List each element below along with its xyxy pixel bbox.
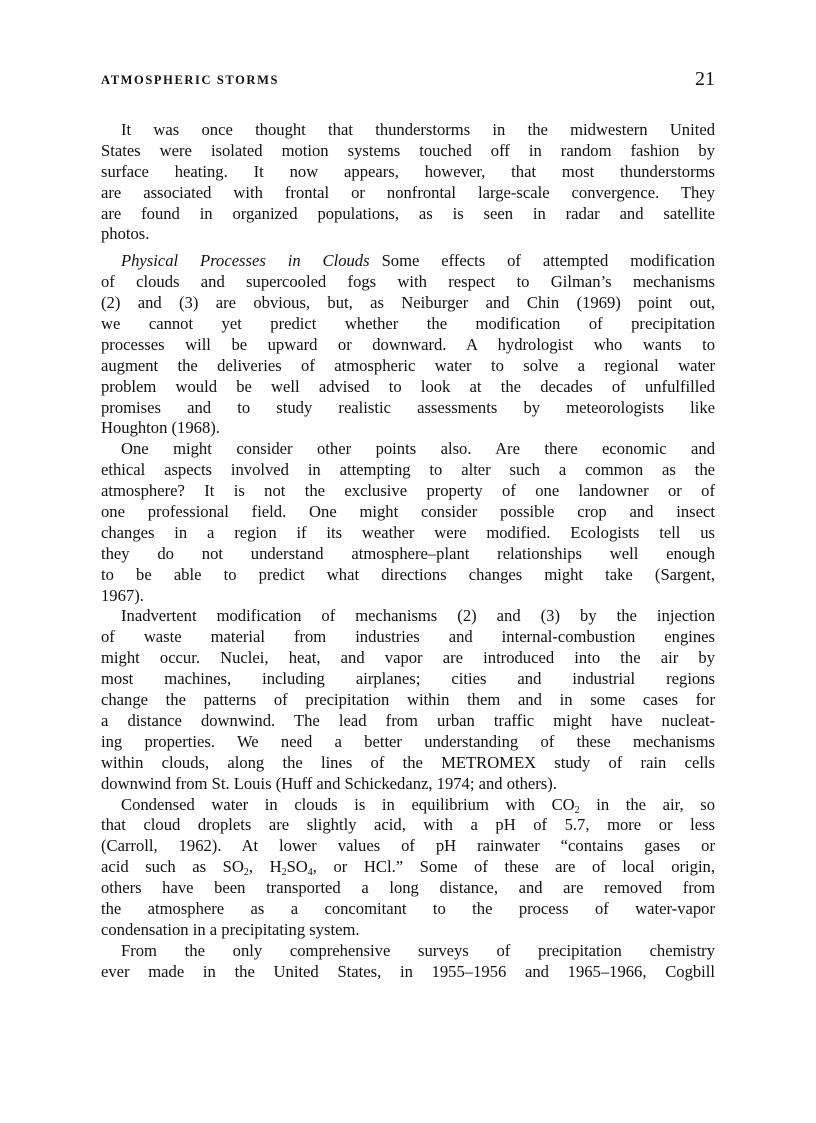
text-line xyxy=(101,502,715,523)
running-head-title: ATMOSPHERIC STORMS xyxy=(101,73,280,87)
text-line xyxy=(101,251,715,272)
text-line xyxy=(101,711,715,732)
text-run: are found in organized populations, as is seen in radar and satellite xyxy=(101,203,715,223)
running-header xyxy=(101,68,715,92)
text-run: surface heating. It now appears, however, that most thunderstorms xyxy=(101,161,715,181)
text-line xyxy=(101,962,715,983)
text-run: of waste material from industries and internal-combustion engines xyxy=(101,627,715,647)
text-run: they do not understand atmosphere–plant relationships well enough xyxy=(101,543,715,563)
text-run: , or HCl.” Some of these are of local origin, xyxy=(312,857,715,877)
text-run: States were isolated motion systems touched off in random fashion by xyxy=(101,140,715,160)
text-line xyxy=(101,224,715,245)
body-text xyxy=(101,120,715,983)
text-line xyxy=(101,314,715,335)
subscript: 2 xyxy=(243,867,249,879)
text-run: atmosphere? It is not the exclusive property of one landowner or of xyxy=(101,481,715,501)
text-line xyxy=(101,899,715,920)
text-run: within clouds, along the lines of the METROMEX study of rain cells xyxy=(101,752,715,772)
text-run: a distance downwind. The lead from urban traffic might have nucleat- xyxy=(101,710,715,730)
text-run: Inadvertent modification of mechanisms (2) and (3) by the injection xyxy=(121,606,715,626)
text-run: most machines, including airplanes; cities and industrial regions xyxy=(101,669,715,689)
text-run: , H xyxy=(248,857,282,877)
text-line xyxy=(101,920,715,941)
text-run: processes will be upward or downward. A hydrologist who wants to xyxy=(101,334,715,354)
text-run: augment the deliveries of atmospheric water to solve a regional water xyxy=(101,355,715,375)
text-line xyxy=(101,815,715,836)
text-line xyxy=(101,732,715,753)
subscript: 2 xyxy=(281,867,287,879)
paragraph xyxy=(101,941,715,983)
text-run: problem would be well advised to look at the decades of unfulfilled xyxy=(101,376,715,396)
text-run: photos. xyxy=(101,224,150,244)
text-run: ever made in the United States, in 1955–1956 and 1965–1966, Cogbill xyxy=(101,961,715,981)
paragraph xyxy=(101,251,715,439)
run-in-heading: Physical Processes in Clouds xyxy=(121,251,370,271)
paragraph xyxy=(101,795,715,941)
text-run: It was once thought that thunderstorms in the midwestern United xyxy=(121,120,715,139)
text-line xyxy=(101,293,715,314)
text-run: change the patterns of precipitation within them and in some cases for xyxy=(101,690,715,710)
paragraph xyxy=(101,120,715,245)
paragraph xyxy=(101,606,715,794)
text-line xyxy=(101,335,715,356)
text-run: one professional field. One might consider possible crop and insect xyxy=(101,502,715,522)
text-line xyxy=(101,941,715,962)
text-line xyxy=(101,836,715,857)
text-line xyxy=(101,418,715,439)
text-line xyxy=(101,690,715,711)
text-run: ethical aspects involved in attempting to alter such a common as the xyxy=(101,460,715,480)
paragraph xyxy=(101,439,715,606)
text-line xyxy=(101,377,715,398)
text-run: From the only comprehensive surveys of precipitation chemistry xyxy=(121,940,715,960)
text-run: 1967). xyxy=(101,585,144,605)
text-line xyxy=(101,774,715,795)
text-line xyxy=(101,544,715,565)
text-run: Some effects of attempted modification xyxy=(381,251,715,271)
text-line xyxy=(101,523,715,544)
text-line xyxy=(101,878,715,899)
text-line xyxy=(101,183,715,204)
text-line xyxy=(101,141,715,162)
text-line xyxy=(101,204,715,225)
text-line xyxy=(101,606,715,627)
text-line xyxy=(101,460,715,481)
page-number: 21 xyxy=(695,68,715,90)
text-run: might occur. Nuclei, heat, and vapor are introduced into the air by xyxy=(101,648,715,668)
text-run: SO xyxy=(286,857,308,877)
text-line xyxy=(101,795,715,816)
text-run: we cannot yet predict whether the modification of precipitation xyxy=(101,314,715,334)
text-run: that cloud droplets are slightly acid, with a pH of 5.7, more or less xyxy=(101,815,715,835)
text-line xyxy=(101,586,715,607)
text-line xyxy=(101,398,715,419)
text-run: others have been transported a long distance, and are removed from xyxy=(101,878,715,898)
text-run: ing properties. We need a better understanding of these mechanisms xyxy=(101,731,715,751)
text-line xyxy=(101,272,715,293)
text-line xyxy=(101,565,715,586)
text-run: Houghton (1968). xyxy=(101,418,220,438)
text-run: One might consider other points also. Are there economic and xyxy=(121,439,715,459)
subscript: 2 xyxy=(574,804,580,816)
text-line xyxy=(101,481,715,502)
subscript: 4 xyxy=(307,867,313,879)
text-line xyxy=(101,753,715,774)
text-run: Condensed water in clouds is in equilibrium with CO xyxy=(121,794,575,814)
text-run: (2) and (3) are obvious, but, as Neiburger and Chin (1969) point out, xyxy=(101,293,715,313)
text-run: in the air, so xyxy=(579,794,715,814)
text-run: promises and to study realistic assessments by meteorologists like xyxy=(101,397,715,417)
text-line xyxy=(101,356,715,377)
text-run: of clouds and supercooled fogs with respect to Gilman’s mechanisms xyxy=(101,272,715,292)
text-line xyxy=(101,627,715,648)
text-run: (Carroll, 1962). At lower values of pH rainwater “contains gases or xyxy=(101,836,715,856)
text-run: are associated with frontal or nonfrontal large-scale convergence. They xyxy=(101,182,715,202)
text-line xyxy=(101,648,715,669)
text-run: condensation in a precipitating system. xyxy=(101,919,360,939)
text-line xyxy=(101,669,715,690)
text-run: acid such as SO xyxy=(101,857,244,877)
text-run: to be able to predict what directions changes might take (Sargent, xyxy=(101,564,715,584)
text-run: changes in a region if its weather were modified. Ecologists tell us xyxy=(101,522,715,542)
text-run: downwind from St. Louis (Huff and Schickedanz, 1974; and others). xyxy=(101,773,557,793)
text-line xyxy=(101,439,715,460)
text-run: the atmosphere as a concomitant to the process of water-vapor xyxy=(101,898,715,918)
text-line xyxy=(101,162,715,183)
text-line xyxy=(101,857,715,878)
text-line xyxy=(101,120,715,141)
